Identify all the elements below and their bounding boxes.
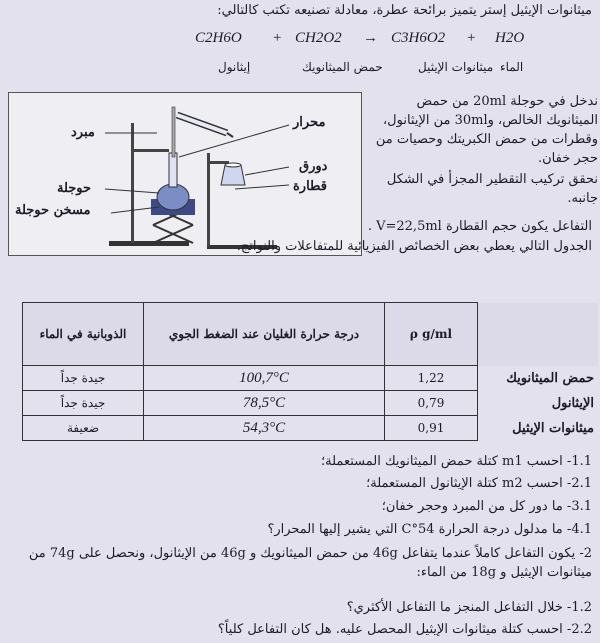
row-name: حمض الميثانويك: [506, 370, 594, 386]
pointer-drip: [235, 185, 289, 189]
plus-sign: +: [467, 30, 476, 46]
header-boiling-point: درجة حرارة الغليان عند الضغط الجوي: [144, 303, 385, 366]
table-header-row: [23, 303, 599, 366]
header-density: ρ g/ml: [385, 303, 478, 366]
table-corner: [478, 303, 599, 366]
cell-boiling-point: 54,3°C: [144, 416, 385, 441]
label-ester: ميثانوات الإيثيل: [418, 60, 494, 74]
volume-text: التفاعل يكون حجم القطارة V=22,5ml .: [367, 219, 592, 234]
label-water: الماء: [500, 60, 524, 74]
product-water-formula: H2O: [495, 30, 525, 46]
figure-label-drip: قطارة: [293, 179, 327, 194]
table-intro-text: الجدول التالي يعطي بعض الخصائص الفيزيائية للمتفاعلات والنواتج.: [236, 239, 592, 254]
header-solubility: الذوبانية في الماء: [23, 303, 144, 366]
table-row: [23, 416, 599, 441]
product-ester-formula: C3H6O2: [391, 30, 446, 46]
figure-label-beaker: دورق: [299, 159, 328, 174]
stand-clamp: [131, 149, 169, 152]
reaction-arrow: →: [363, 30, 378, 46]
question-2: 2- يكون التفاعل كاملاً عندما يتفاعل 46g من حمض الميثانويك و 46g من الإيثانول، ونحصل على 74g من ميثانوات الإيثيل و 18g من الماء:: [28, 546, 592, 580]
question-1-3: 3.1- ما دور كل من المبرد وحجر خفان؛: [381, 499, 592, 514]
question-2-1: 1.2- خلال التفاعل المنجز ما التفاعل الأكثري؟: [346, 600, 592, 615]
question-1-4: 4.1- ما مدلول درجة الحرارة 54°C التي يشير إليها المحرار؟: [267, 522, 592, 537]
condenser-outlet: [227, 133, 233, 137]
figure-label-heater: مسخن حوجلة: [15, 203, 91, 218]
cell-density: 0,91: [385, 416, 478, 441]
figure-label-flask: حوجلة: [57, 181, 92, 196]
label-ethanol: إيثانول: [218, 60, 251, 74]
table-row: [23, 366, 599, 391]
cell-solubility: جيدة جداً: [23, 391, 144, 416]
cell-boiling-point: 100,7°C: [144, 366, 385, 391]
intro-text: ميثانوات الإيثيل إستر يتميز برائحة عطرة، معادلة تصنيعه تكتب كالتالي:: [217, 3, 592, 18]
procedure-text: ندخل في حوجلة 20ml من حمض الميثانويك الخالص، و30ml من الإيثانول، وقطرات من حمض الكبريتك وحصيات من حجر خفان.: [375, 94, 598, 166]
row-name: الإيثانول: [551, 395, 594, 411]
label-acid: حمض الميثانويك: [302, 60, 383, 74]
plus-sign: +: [273, 30, 282, 46]
round-flask: [157, 184, 189, 210]
pointer-thermometer: [179, 125, 289, 157]
figure-label-thermometer: محرار: [293, 115, 326, 130]
condenser-inner: [177, 115, 227, 133]
setup-text: نحقق تركيب التقطير المجزأ في الشكل جانبه.: [386, 172, 598, 206]
cell-density: 1,22: [385, 366, 478, 391]
fractionating-column: [169, 153, 177, 187]
question-1-2: 2.1- احسب m2 كتلة الإيثانول المستعملة؛: [366, 476, 592, 491]
reaction-equation: [195, 24, 535, 64]
row-name: ميثانوات الإيثيل: [512, 420, 594, 436]
figure-label-condenser: مبرد: [71, 125, 95, 140]
collecting-flask-mouth: [225, 163, 241, 167]
reactant-acid-formula: CH2O2: [295, 30, 342, 46]
properties-table: [22, 302, 598, 441]
question-1-1: 1.1- احسب m1 كتلة حمض الميثانويك المستعملة؛: [321, 454, 592, 469]
cell-solubility: ضعيفة: [23, 416, 144, 441]
collecting-flask: [221, 165, 245, 185]
pointer-beaker: [245, 167, 289, 175]
cell-density: 0,79: [385, 391, 478, 416]
table-row: [23, 391, 599, 416]
thermometer-tube: [172, 107, 175, 157]
cell-solubility: جيدة جداً: [23, 366, 144, 391]
cell-boiling-point: 78,5°C: [144, 391, 385, 416]
question-2-2: 2.2- احسب كتلة ميثانوات الإيثيل المحصل عليه. هل كان التفاعل كلياً؟: [217, 622, 592, 637]
reactant-ethanol-formula: C2H6O: [195, 30, 242, 46]
